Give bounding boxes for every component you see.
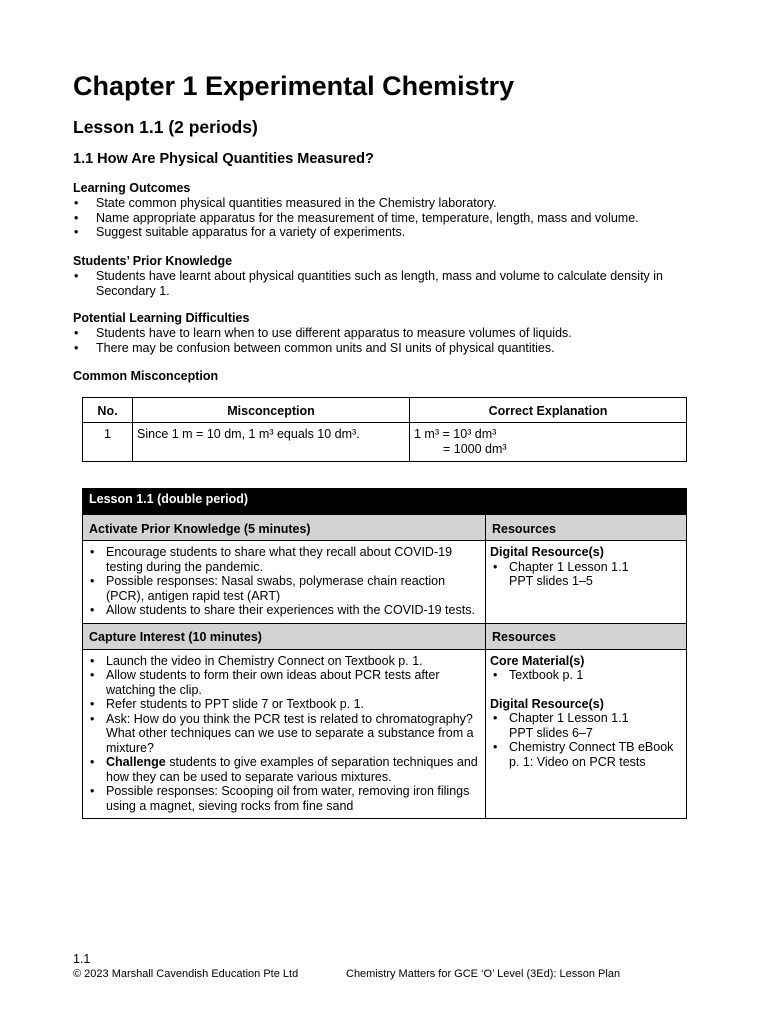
resource-item: • Chapter 1 Lesson 1.1 PPT slides 1–5: [490, 560, 680, 589]
explanation-line: = 1000 dm³: [443, 441, 507, 456]
list-item: • Name appropriate apparatus for the measurement of time, temperature, length, mass and volume.: [73, 211, 688, 226]
activate-content: [83, 541, 486, 624]
list-item: • Ask: How do you think the PCR test is related to chromatography? What other techniques can we use to separate a substance from a mixture?: [87, 712, 479, 756]
table-header-explanation: Correct Explanation: [410, 398, 687, 423]
resource-item: • Textbook p. 1: [490, 668, 680, 683]
list-item: • Students have learnt about physical quantities such as length, mass and volume to calculate density in Secondary 1.: [73, 269, 686, 298]
table-row: [83, 423, 687, 462]
list-item: • State common physical quantities measured in the Chemistry laboratory.: [73, 196, 688, 211]
chapter-title: Chapter 1 Experimental Chemistry: [73, 71, 515, 101]
prior-knowledge-list: [73, 269, 688, 298]
section-title: 1.1 How Are Physical Quantities Measured?: [73, 151, 374, 167]
list-item: • Possible responses: Nasal swabs, polymerase chain reaction (PCR), antigen rapid test (ART): [87, 574, 479, 603]
copyright: © 2023 Marshall Cavendish Education Pte Ltd: [73, 968, 299, 980]
list-item: • Refer students to PPT slide 7 or Textbook p. 1.: [87, 697, 479, 712]
lesson-table-header: Lesson 1.1 (double period): [83, 489, 687, 515]
lesson-title: Lesson 1.1 (2 periods): [73, 117, 258, 137]
resource-label: Digital Resource(s): [490, 696, 604, 711]
prior-knowledge-heading: Students’ Prior Knowledge: [73, 254, 233, 268]
list-item: • There may be confusion between common units and SI units of physical quantities.: [73, 341, 688, 356]
resource-label: Digital Resource(s): [490, 545, 604, 559]
list-item: • Launch the video in Chemistry Connect on Textbook p. 1.: [87, 654, 479, 669]
resources-header: Resources: [486, 515, 687, 541]
misconception-heading: Common Misconception: [73, 369, 219, 383]
resource-label: Core Material(s): [490, 653, 585, 668]
learning-outcomes-heading: Learning Outcomes: [73, 181, 191, 195]
explanation-line: 1 m³ = 10³ dm³: [414, 427, 497, 441]
list-item: • Students have to learn when to use different apparatus to measure volumes of liquids.: [73, 326, 688, 341]
challenge-keyword: Challenge: [106, 755, 166, 769]
list-item: • Encourage students to share what they recall about COVID-19 testing during the pandemic.: [87, 545, 479, 574]
misconception-table: [82, 397, 687, 462]
lesson-plan-table: [82, 488, 687, 819]
resource-item: • Chemistry Connect TB eBook p. 1: Video on PCR tests: [490, 740, 680, 769]
resources-header: Resources: [486, 623, 687, 649]
list-item: [87, 755, 479, 784]
table-header-no: No.: [83, 398, 133, 423]
table-cell-no: 1: [83, 423, 133, 462]
difficulties-list: [73, 326, 688, 355]
table-cell-explanation: [410, 423, 687, 462]
capture-resources: [486, 649, 687, 819]
table-header-misconception: Misconception: [133, 398, 410, 423]
section-header-activate: Activate Prior Knowledge (5 minutes): [83, 515, 486, 541]
resource-item: • Chapter 1 Lesson 1.1 PPT slides 6–7: [490, 711, 680, 740]
book-title: Chemistry Matters for GCE ‘O’ Level (3Ed): Lesson Plan: [346, 968, 621, 980]
challenge-text: students to give examples of separation techniques and how they can be used to separate various mixtures.: [106, 755, 478, 784]
section-header-capture: Capture Interest (10 minutes): [83, 623, 486, 649]
list-item: • Allow students to share their experiences with the COVID-19 tests.: [87, 603, 479, 618]
table-cell-misconception: Since 1 m = 10 dm, 1 m³ equals 10 dm³.: [133, 423, 410, 462]
page-number: 1.1: [73, 952, 91, 966]
capture-content: [83, 649, 486, 819]
difficulties-heading: Potential Learning Difficulties: [73, 311, 250, 325]
list-item: • Suggest suitable apparatus for a variety of experiments.: [73, 225, 688, 240]
activate-resources: [486, 541, 687, 624]
list-item: • Possible responses: Scooping oil from water, removing iron filings using a magnet, sieving rocks from fine sand: [87, 784, 479, 813]
list-item: • Allow students to form their own ideas about PCR tests after watching the clip.: [87, 668, 479, 697]
learning-outcomes-list: [73, 196, 688, 240]
